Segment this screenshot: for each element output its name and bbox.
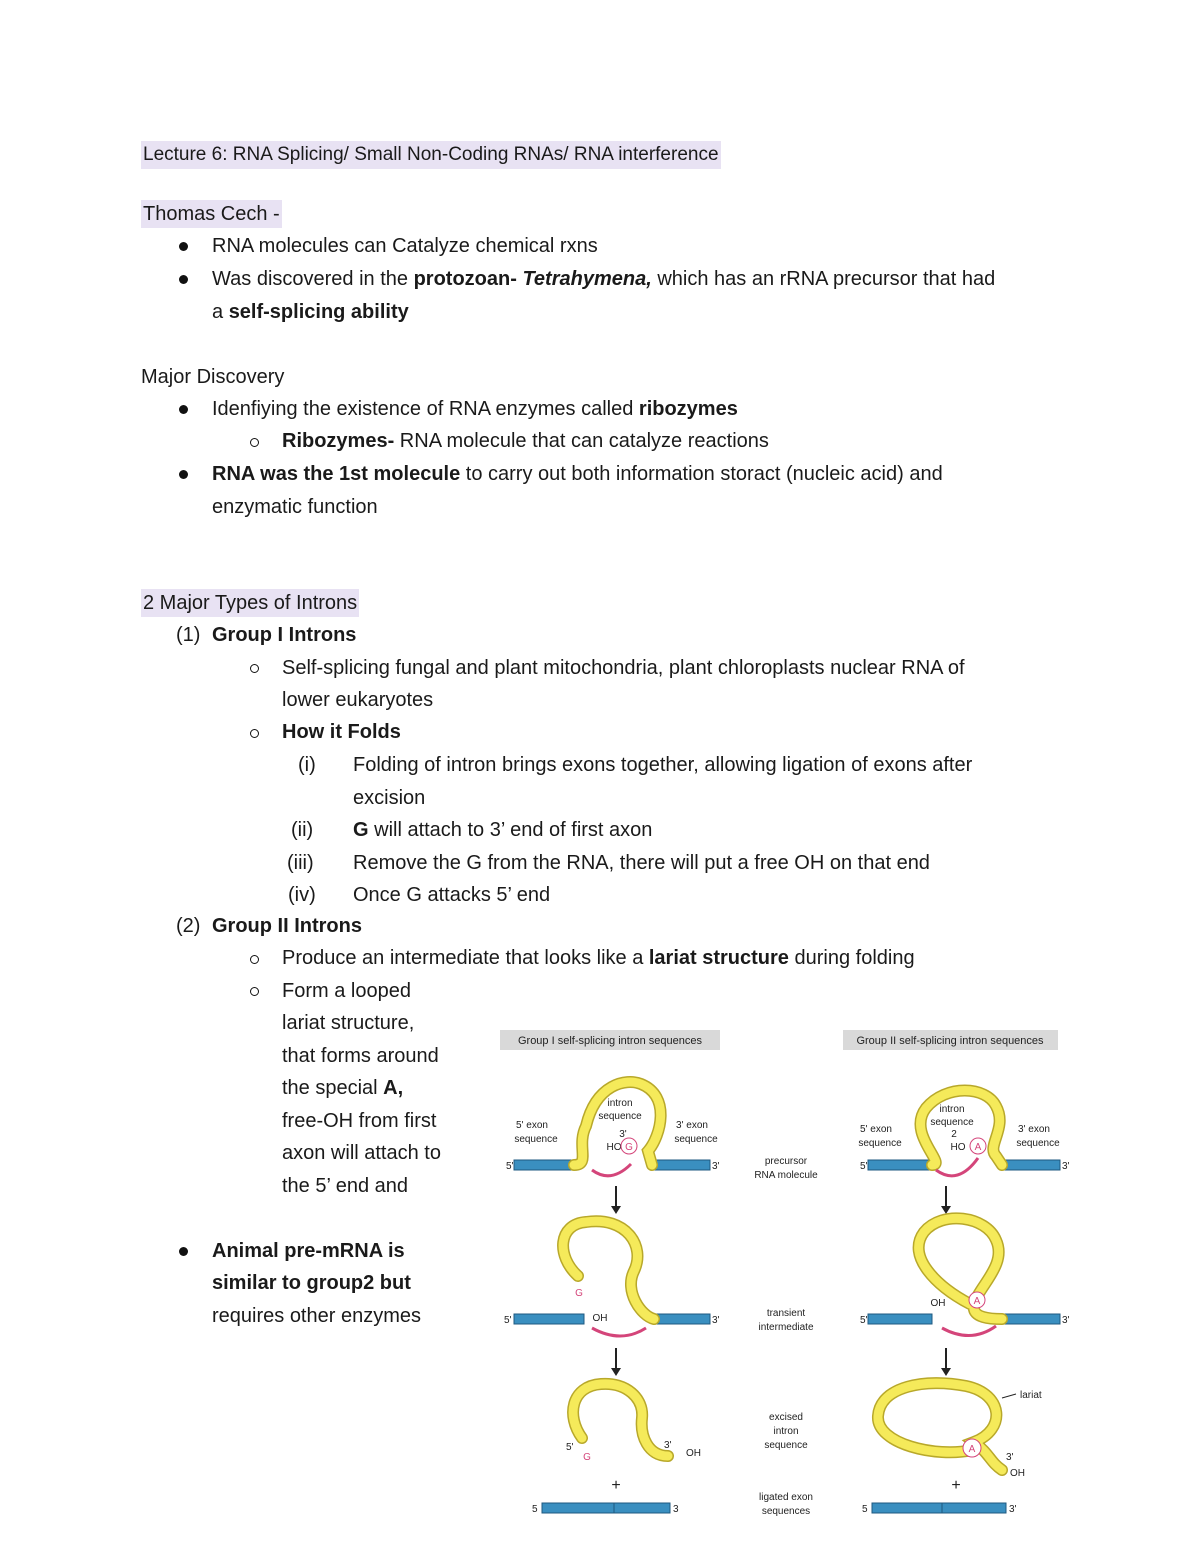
five-prime: 5 [532,1504,538,1515]
page-title: Lecture 6: RNA Splicing/ Small Non-Coding RNAs/ RNA interference [141,141,721,169]
mid-label: excised [769,1412,803,1423]
exon-5-bar [868,1314,932,1324]
mid-label: transient [766,1308,806,1319]
five-prime: 5' [506,1161,514,1172]
ligated-exon-bar [872,1503,1006,1513]
two-label: 2 [951,1129,957,1140]
exon-3-bar [652,1314,710,1324]
animal-line: Animal pre-mRNA is [212,1240,405,1262]
group2-sub-2-line: Form a looped [282,980,411,1002]
step-number: (ii) [291,819,314,841]
step-number: (iii) [287,852,314,874]
mid-label: sequence [764,1440,808,1451]
exon3-label: 3' exon [676,1120,708,1131]
mid-label: ligated exon [759,1492,813,1503]
major-heading: Major Discovery [141,366,285,388]
three-prime: 3' [1062,1161,1070,1172]
exon-3-bar [652,1160,710,1170]
step-text: Remove the G from the RNA, there will put a free OH on that end [353,852,930,874]
major-bullet-1: Idenfiying the existence of RNA enzymes called ribozymes [212,398,738,420]
step-text: excision [353,787,426,809]
splicing-diagram [496,1026,1086,1526]
major-bullet-2-cont: enzymatic function [212,496,378,518]
mid-label: RNA molecule [754,1170,818,1181]
plus-sign: + [611,1477,621,1494]
group2-sub-2-line: lariat structure, [282,1012,415,1034]
three-prime: 3' [1062,1315,1070,1326]
five-prime: 5' [566,1442,574,1453]
plus-sign: + [951,1477,961,1494]
bullet-icon [179,242,188,251]
mid-label: intermediate [758,1322,814,1333]
exon5-seq-label: sequence [858,1138,902,1149]
intron-loop-outline [573,1384,668,1456]
five-prime: 5 [862,1504,868,1515]
attack-arrow [592,1164,631,1176]
circle-bullet-icon [250,729,259,738]
ho-label: HO [606,1142,622,1153]
bullet-icon [179,470,188,479]
group2-sub-2-line: free-OH from first [282,1110,437,1132]
oh-label: OH [686,1448,701,1459]
a-label: A [968,1444,976,1455]
oh-label: OH [592,1313,608,1324]
three-prime: 3 [673,1504,679,1515]
five-prime: 5' [860,1161,868,1172]
three-prime: 3' [664,1440,672,1451]
cech-bullet-1: RNA molecules can Catalyze chemical rxns [212,235,598,257]
bullet-icon [179,275,188,284]
exon5-label: 5' exon [860,1124,892,1135]
ligated-exon-bar [542,1503,670,1513]
group1-sub-2: How it Folds [282,721,401,743]
a-label: A [973,1296,981,1307]
group1-sub-1: Self-splicing fungal and plant mitochondria, plant chloroplasts nuclear RNA of [282,657,965,679]
cech-bullet-2: Was discovered in the protozoan- Tetrahymena, which has an rRNA precursor that had [212,268,996,290]
group2-sub-2-line: the special A, [282,1077,404,1099]
a-label: A [974,1142,982,1153]
exon5-seq-label: sequence [514,1134,558,1145]
exon3-seq-label: sequence [674,1134,718,1145]
exon-5-bar [868,1160,932,1170]
attack-arrow [592,1328,646,1336]
exon-5-bar [514,1314,584,1324]
exon-3-bar [1002,1160,1060,1170]
bullet-icon [179,405,188,414]
circle-bullet-icon [250,987,259,996]
circle-bullet-icon [250,664,259,673]
lariat-pointer [1002,1394,1016,1398]
cech-bullet-2-cont: a self-splicing ability [212,301,409,323]
group1-sub-1-cont: lower eukaryotes [282,689,434,711]
exon3-label: 3' exon [1018,1124,1050,1135]
attack-arrow [942,1326,996,1336]
g-label: G [575,1288,583,1299]
step-text: Folding of intron brings exons together, allowing ligation of exons after [353,754,973,776]
five-prime: 5' [860,1315,868,1326]
major-sub-1: Ribozymes- RNA molecule that can catalyze reactions [282,430,769,452]
ho-label: HO [950,1142,966,1153]
down-arrow-head [941,1368,951,1376]
group2-sub-1: Produce an intermediate that looks like a lariat structure during folding [282,947,915,969]
mid-label: intron [773,1426,799,1437]
oh-label: OH [1010,1468,1025,1479]
bullet-icon [179,1247,188,1256]
left-header: Group I self-splicing intron sequences [517,1035,703,1047]
animal-line: requires other enzymes [212,1305,421,1327]
intron-seq-label: sequence [598,1111,642,1122]
step-text: G will attach to 3’ end of first axon [353,819,653,841]
circle-bullet-icon [250,438,259,447]
exon-5-bar [514,1160,574,1170]
lariat-label: lariat [1020,1390,1042,1401]
down-arrow-head [611,1206,621,1214]
intron-label: intron [939,1104,965,1115]
mid-label: precursor [764,1156,808,1167]
group2-label: Group II Introns [212,915,362,937]
g-label: G [625,1142,633,1153]
three-prime: 3' [712,1315,720,1326]
right-header: Group II self-splicing intron sequences [856,1035,1044,1047]
three-label: 3' [619,1129,627,1140]
cech-heading: Thomas Cech - [141,200,282,228]
exon3-seq-label: sequence [1016,1138,1060,1149]
step-text: Once G attacks 5’ end [353,884,551,906]
step-number: (iv) [288,884,316,906]
animal-line: similar to group2 but [212,1272,411,1294]
attack-arrow [936,1158,978,1176]
group2-sub-2-line: that forms around [282,1045,439,1067]
three-prime: 3' [1009,1504,1017,1515]
step-number: (i) [298,754,316,776]
mid-label: sequences [761,1506,811,1517]
group2-sub-2-line: the 5’ end and [282,1175,409,1197]
exon-3-bar [1002,1314,1060,1324]
major-bullet-2: RNA was the 1st molecule to carry out both information storact (nucleic acid) and [212,463,943,485]
oh-label: OH [930,1298,946,1309]
group1-label: Group I Introns [212,624,357,646]
group1-number: (1) [176,624,201,646]
g-label: G [583,1452,591,1463]
exon5-label: 5' exon [516,1120,548,1131]
circle-bullet-icon [250,955,259,964]
three-prime: 3' [712,1161,720,1172]
group2-sub-2-line: axon will attach to [282,1142,441,1164]
introns-heading: 2 Major Types of Introns [141,589,359,617]
intron-label: intron [607,1098,633,1109]
intron-seq-label: sequence [930,1117,974,1128]
down-arrow-head [611,1368,621,1376]
three-prime: 3' [1006,1452,1014,1463]
group2-number: (2) [176,915,201,937]
five-prime: 5' [504,1315,512,1326]
